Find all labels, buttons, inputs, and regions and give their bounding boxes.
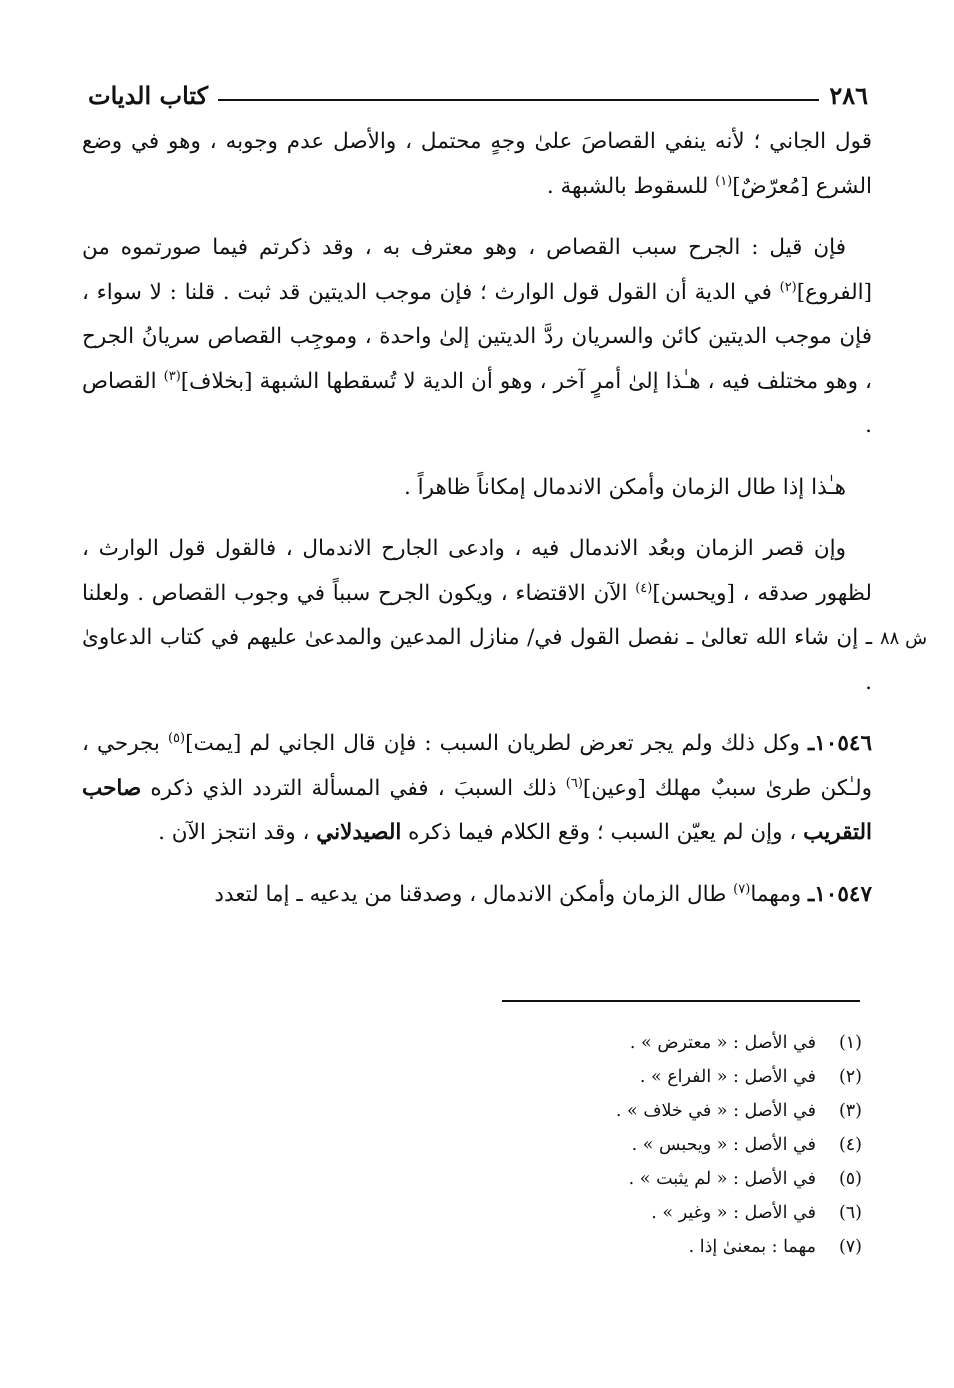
book-title: كتاب الديات (88, 81, 209, 110)
paragraph-5: ١٠٥٤٦ـ وكل ذلك ولم يجر تعرض لطريان السبب : فإن قال الجاني لم [يمت]$^{(٥)}$ بجرحي ، ولـٰكن طرىٰ سببٌ مهلك [وعين]$^{(٦)}$ ذلك السببَ ، ففي المسألة التردد الذي ذكره صاحب التقريب ، وإن لم يعيّن السبب ؛ وقع الكلام فيما ذكره الصيدلاني ، وقد انتجز الآن . (82, 730, 872, 845)
footnote-rule (502, 1000, 860, 1002)
footnotes (400, 1026, 862, 1264)
cited-name: الصيدلاني (316, 820, 402, 845)
footnote: (٢) في الأصل : « الفراع » . (639, 1067, 862, 1087)
footnote: (٣) في الأصل : « في خلاف » . (615, 1101, 862, 1121)
footnote: (٧) مهما : بمعنىٰ إذا . (688, 1237, 862, 1257)
footnote: (٤) في الأصل : « ويحبس » . (631, 1135, 862, 1155)
main-text (82, 120, 872, 934)
paragraph-2: فإن قيل : الجرح سبب القصاص ، وهو معترف به ، وقد ذكرتم فيما صورتموه من [الفروع]$^{(٢)}$ في الدية أن القول قول الوارث ؛ فإن موجب الديتين قد ثبت . قلنا : لا سواء ، فإن موجب الديتين كائن والسريان ردَّ الديتين إلىٰ واحدة ، وموجِب القصاص سريانُ الجرح ، وهو مختلف فيه ، هـٰذا إلىٰ أمرٍ آخر ، وهو أن الدية لا تُسقطها الشبهة [بخلاف]$^{(٣)}$ القصاص . (82, 235, 872, 438)
footnote-ref-3: (٣) (163, 368, 181, 384)
paragraph-4: وإن قصر الزمان وبعُد الاندمال فيه ، وادعى الجارح الاندمال ، فالقول قول الوارث ، لظهور صدقه ، [ويحسن]$^{(٤)}$ الآن الاقتضاء ، ويكون الجرح سبباً في وجوب القصاص . ولعلنا ـ إن شاء الله تعالىٰ ـ نفصل القول في/ منازل المدعين والمدعىٰ عليهم في كتاب الدعاوىٰ . (82, 536, 872, 695)
footnote-ref-7: (٧) (733, 881, 751, 897)
section-number: ١٠٥٤٦ـ (807, 731, 872, 756)
running-header (88, 70, 868, 110)
footnote: (٦) في الأصل : « وغير » . (651, 1203, 862, 1223)
margin-note: ش ٨٨ (880, 628, 928, 649)
header-rule (218, 99, 819, 101)
footnote: (٥) في الأصل : « لم يثبت » . (628, 1169, 862, 1189)
paragraph-3: هـٰذا إذا طال الزمان وأمكن الاندمال إمكاناً ظاهراً . (403, 474, 846, 500)
page-number: ٢٨٦ (829, 81, 868, 110)
cited-name: صاحب التقريب (82, 775, 872, 845)
footnote-ref-6: (٦) (565, 775, 583, 791)
footnote-ref-5: (٥) (167, 730, 186, 746)
section-number: ١٠٥٤٧ـ (807, 881, 872, 907)
footnote-ref-2: (٢) (779, 279, 797, 295)
paragraph-6: ١٠٥٤٧ـ ومهما$^{(٧)}$ طال الزمان وأمكن الاندمال ، وصدقنا من يدعيه ـ إما لتعدد (214, 881, 872, 907)
footnote: (١) في الأصل : « معترض » . (629, 1033, 862, 1053)
footnote-ref-1: (١) (715, 173, 733, 189)
footnote-ref-4: (٤) (635, 580, 653, 596)
paragraph-1: قول الجاني ؛ لأنه ينفي القصاصَ علىٰ وجهٍ محتمل ، والأصل عدم وجوبه ، وهو في وضع الشرع [مُعرّضٌ]$^{(١)}$ للسقوط بالشبهة . (82, 129, 872, 199)
